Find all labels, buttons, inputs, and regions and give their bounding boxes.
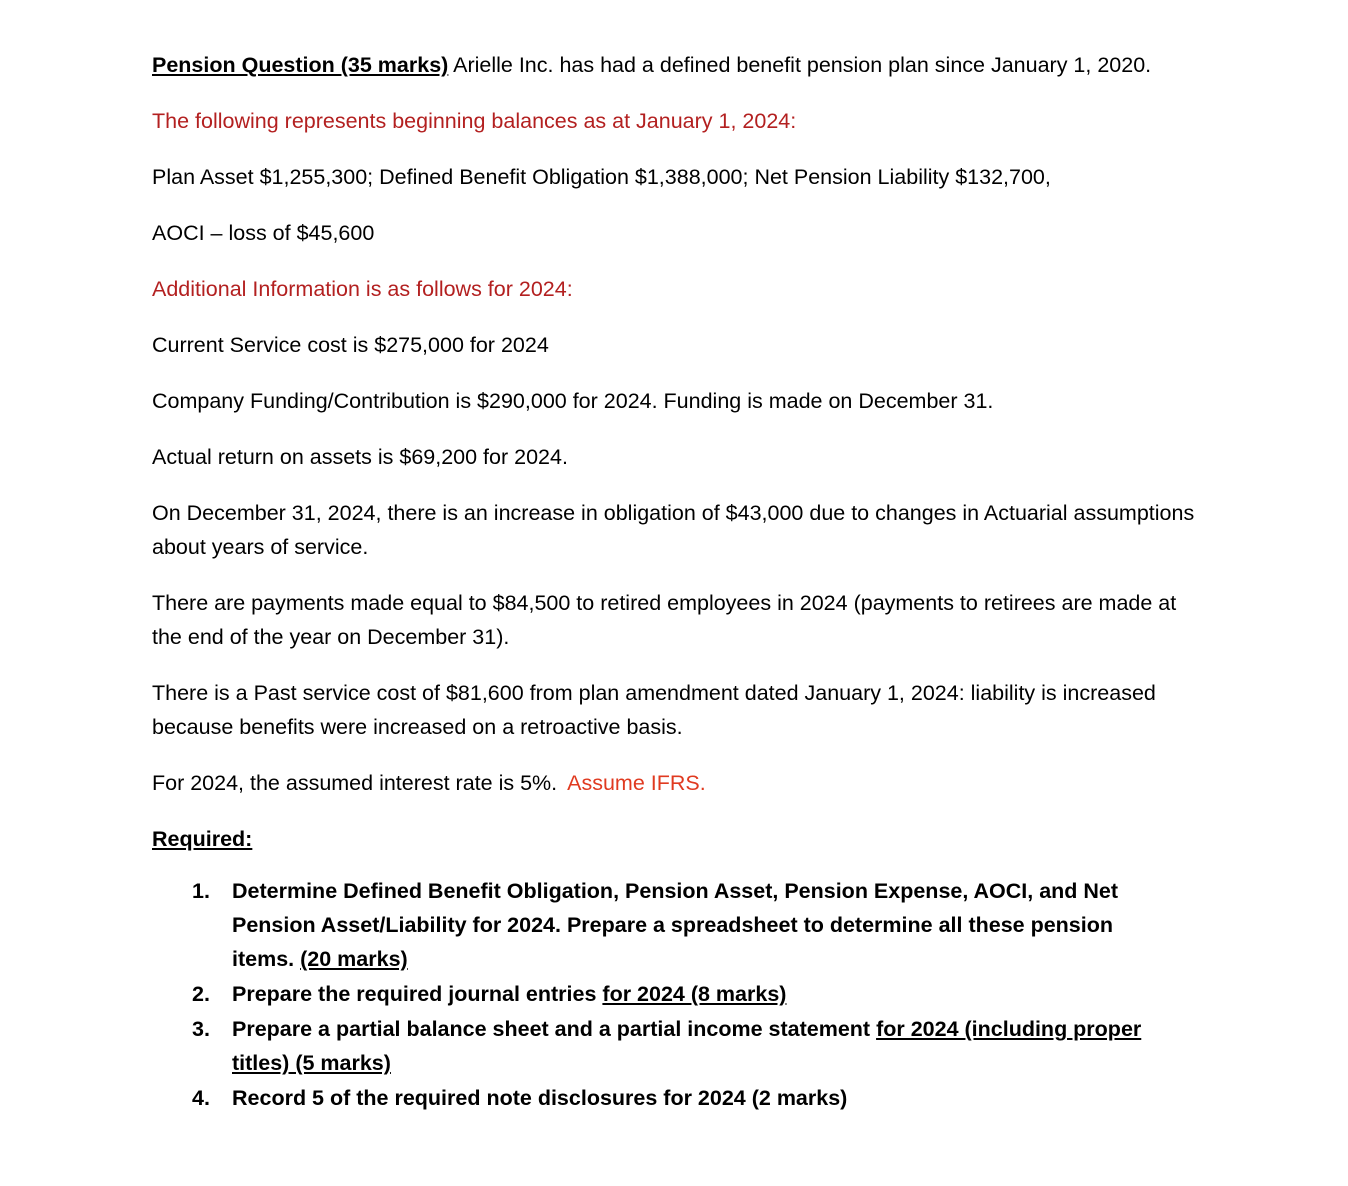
requirement-3-marks: for 2024 (including proper titles) (5 marks) [232,1017,1142,1075]
requirement-3-text: Prepare a partial balance sheet and a partial income statement [232,1017,877,1041]
fact-current-service-cost: Current Service cost is $275,000 for 2024 [152,333,549,357]
requirement-2-marks: for 2024 (8 marks) [602,982,787,1006]
section-heading-beginning-balances: The following represents beginning balances as at January 1, 2024: [152,109,797,133]
fact-actual-return: Actual return on assets is $69,200 for 2024. [152,445,568,469]
fact-retiree-payments: There are payments made equal to $84,500 to retired employees in 2024 (payments to retirees are made at the end of the year on December 31). [152,591,1177,649]
required-items-list [152,874,1172,1115]
list-item [152,1012,1172,1080]
fact-past-service-cost: There is a Past service cost of $81,600 from plan amendment dated January 1, 2024: liability is increased because benefits were increased on a retroactive basis. [152,681,1156,739]
interest-rate-text: For 2024, the assumed interest rate is 5%. [152,771,558,795]
interest-rate-line [152,766,1200,800]
intro-rest: Arielle Inc. has had a defined benefit pension plan since January 1, 2020. [448,53,1152,77]
fact-company-funding: Company Funding/Contribution is $290,000 for 2024. Funding is made on December 31. [152,389,994,413]
required-heading: Required: [152,827,253,851]
assume-ifrs-note: Assume IFRS. [567,771,706,795]
beginning-balances-line: Plan Asset $1,255,300; Defined Benefit Obligation $1,388,000; Net Pension Liability $132,700, [152,165,1051,189]
requirement-1-text: Determine Defined Benefit Obligation, Pension Asset, Pension Expense, AOCI, and Net Pension Asset/Liability for 2024. Prepare a spreadsheet to determine all these pension items. [232,879,1119,971]
aoci-line: AOCI – loss of $45,600 [152,221,375,245]
section-heading-additional-information: Additional Information is as follows for 2024: [152,277,573,301]
list-item [152,1081,1172,1115]
requirement-2-text: Prepare the required journal entries [232,982,603,1006]
requirement-1-marks: (20 marks) [300,947,408,971]
intro-paragraph [152,48,1200,82]
fact-actuarial-assumption-change: On December 31, 2024, there is an increase in obligation of $43,000 due to changes in Actuarial assumptions about years of service. [152,501,1195,559]
list-item [152,874,1172,976]
intro-bold-prefix: Pension Question (35 marks) [152,53,449,77]
requirement-4-text: Record 5 of the required note disclosures for 2024 (2 marks) [232,1086,848,1110]
list-item [152,977,1172,1011]
